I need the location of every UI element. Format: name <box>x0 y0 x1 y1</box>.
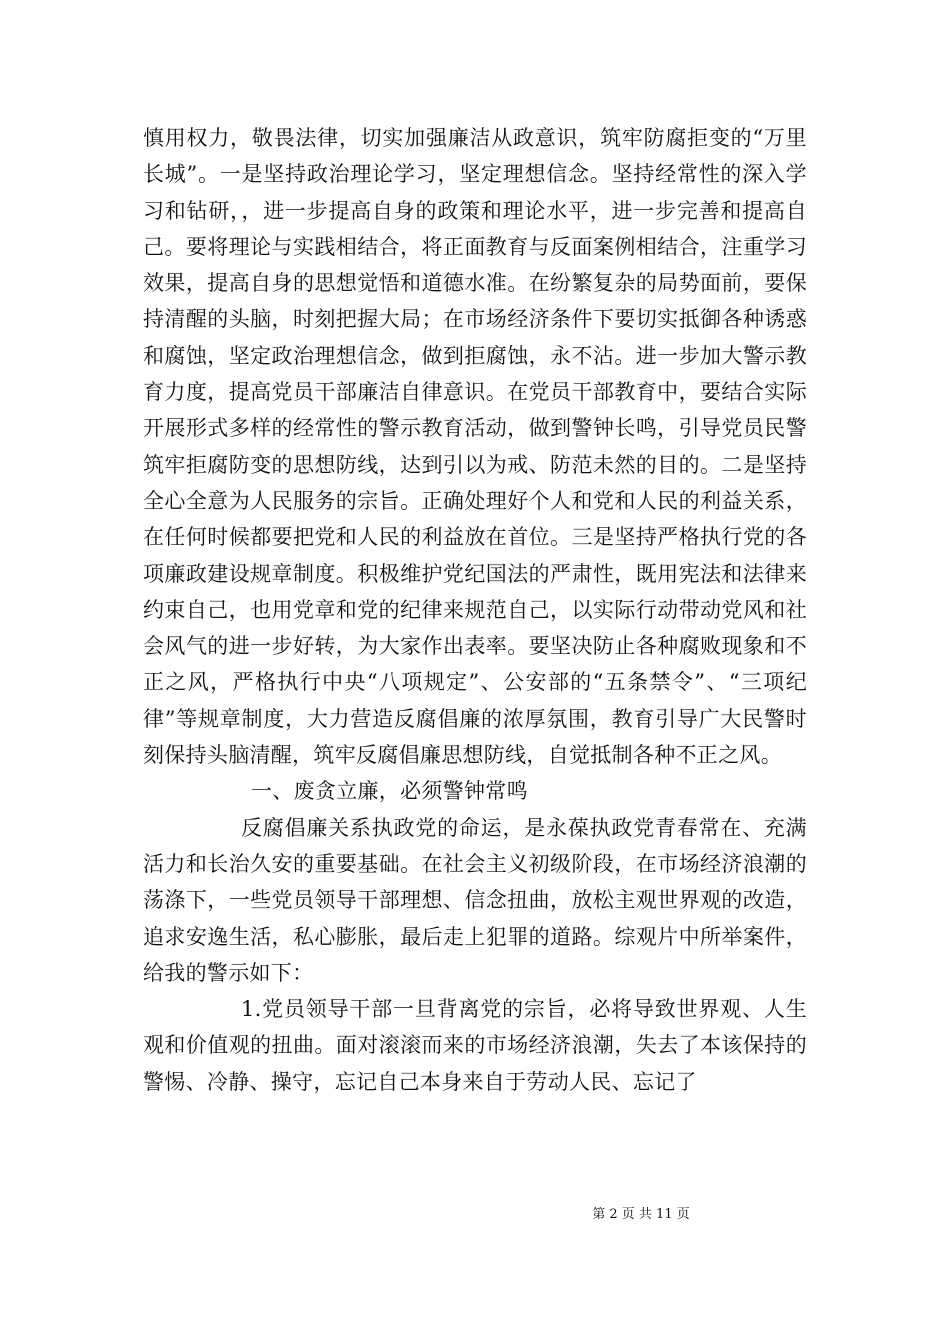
body-paragraph: 慎用权力，敬畏法律，切实加强廉洁从政意识，筑牢防腐拒变的“万里长城”。一是坚持政治理论学习，坚定理想信念。坚持经常性的深入学习和钻研，，进一步提高自身的政策和理论水平，进一步完善和提高自己。要将理论与实践相结合，将正面教育与反面案例相结合，注重学习效果，提高自身的思想觉悟和道德水准。在纷繁复杂的局势面前，要保持清醒的头脑，时刻把握大局；在市场经济条件下要切实抵御各种诱惑和腐蚀，坚定政治理想信念，做到拒腐蚀，永不沾。进一步加大警示教育力度，提高党员干部廉洁自律意识。在党员干部教育中，要结合实际开展形式多样的经常性的警示教育活动，做到警钟长鸣，引导党员民警筑牢拒腐防变的思想防线，达到引以为戒、防范未然的目的。二是坚持全心全意为人民服务的宗旨。正确处理好个人和党和人民的利益关系，在任何时候都要把党和人民的利益放在首位。三是坚持严格执行党的各项廉政建设规章制度。积极维护党纪国法的严肃性，既用宪法和法律来约束自己，也用党章和党的纪律来规范自己，以实际行动带动党风和社会风气的进一步好转，为大家作出表率。要坚决防止各种腐败现象和不正之风，严格执行中央“八项规定”、公安部的“五条禁令”、“三项纪律”等规章制度，大力营造反腐倡廉的浓厚氛围，教育引导广大民警时刻保持头脑清醒，筑牢反腐倡廉思想防线，自觉抵制各种不正之风。 <box>143 126 807 768</box>
page-number-footer: 第 2 页 共 11 页 <box>592 1207 690 1222</box>
document-body <box>143 120 807 1100</box>
section-heading: 一、废贪立廉，必须警钟常鸣 <box>251 779 528 804</box>
body-paragraph: 反腐倡廉关系执政党的命运，是永葆执政党青春常在、充满活力和长治久安的重要基础。在社会主义初级阶段，在市场经济浪潮的荡涤下，一些党员领导干部理想、信念扭曲，放松主观世界观的改造，追求安逸生活，私心膨胀，最后走上犯罪的道路。综观片中所举案件，给我的警示如下： <box>143 815 807 985</box>
body-paragraph: 1.党员领导干部一旦背离党的宗旨，必将导致世界观、人生观和价值观的扭曲。面对滚滚而来的市场经济浪潮，失去了本该保持的警惕、冷静、操守，忘记自己本身来自于劳动人民、忘记了 <box>143 997 807 1094</box>
